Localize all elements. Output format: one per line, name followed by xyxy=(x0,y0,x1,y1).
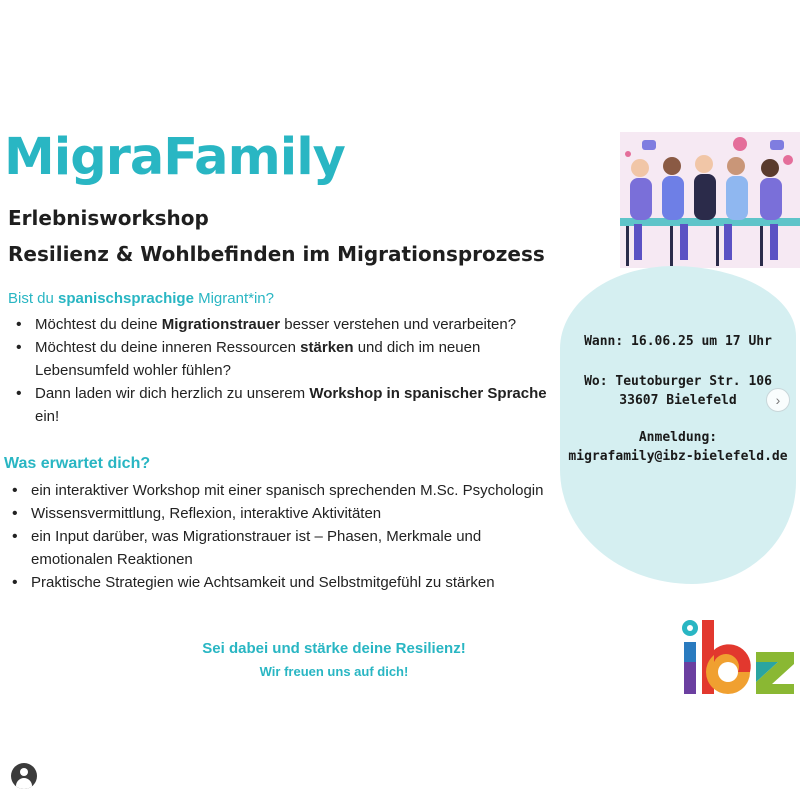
list-item-highlight: Workshop in spanischer Sprache xyxy=(309,385,547,402)
registration-label: Anmeldung: xyxy=(638,430,718,445)
carousel-next-button[interactable] xyxy=(766,388,790,412)
list-item: • ein interaktiver Workshop mit einer spanisch sprechenden M.Sc. Psychologin xyxy=(4,479,544,502)
cta-headline: Sei dabei und stärke deine Resilienz! xyxy=(202,640,466,657)
event-location xyxy=(556,372,800,410)
list-item-text: Dann laden wir dich herzlich zu unserem xyxy=(35,385,310,402)
event-date: Wann: 16.06.25 um 17 Uhr xyxy=(584,334,772,349)
event-info-card xyxy=(560,266,796,584)
list-item xyxy=(8,313,548,336)
cta-subline: Wir freuen uns auf dich! xyxy=(259,664,409,679)
list-item-highlight: Migrationstrauer xyxy=(161,316,281,333)
list-item-text: und dich im neuen Lebensumfeld wohler fühlen? xyxy=(35,339,481,379)
expectations-list xyxy=(4,479,544,594)
question-prefix: Bist du xyxy=(8,290,59,307)
ibz-logo xyxy=(676,618,796,698)
avatar-head xyxy=(20,768,28,776)
question-list xyxy=(8,313,548,428)
list-item-text: besser verstehen und verarbeiten? xyxy=(280,316,517,333)
list-item-highlight: stärken xyxy=(300,339,354,356)
question-highlight: spanischsprachige xyxy=(58,290,194,307)
list-item-text: Möchtest du deine inneren Ressourcen xyxy=(35,339,301,356)
registration xyxy=(556,428,800,466)
avatar-body xyxy=(16,778,32,789)
list-item-text: Möchtest du deine xyxy=(35,316,162,333)
chevron-right-icon: › xyxy=(775,392,781,408)
list-item xyxy=(8,382,548,428)
question-suffix: Migrant*in? xyxy=(193,290,274,307)
location-city: 33607 Bielefeld xyxy=(619,393,737,408)
expectations-heading: Was erwartet dich? xyxy=(4,455,151,472)
list-item: • Praktische Strategien wie Achtsamkeit und Selbstmitgefühl zu stärken xyxy=(4,571,544,594)
list-item-text: ein! xyxy=(35,408,60,425)
avatar[interactable] xyxy=(11,763,37,789)
page-title: MigraFamily xyxy=(4,128,345,187)
target-question xyxy=(8,290,274,307)
workshop-illustration xyxy=(620,132,800,268)
list-item: • Wissensvermittlung, Reflexion, interaktive Aktivitäten xyxy=(4,502,544,525)
list-item xyxy=(8,336,548,382)
location-street: Wo: Teutoburger Str. 106 xyxy=(584,374,772,389)
list-item: • ein Input darüber, was Migrationstrauer ist – Phasen, Merkmale und emotionalen Reaktionen xyxy=(4,525,544,571)
event-type: Erlebnisworkshop xyxy=(8,206,209,230)
event-topic: Resilienz & Wohlbefinden im Migrationsprozess xyxy=(8,242,545,266)
registration-email[interactable]: migrafamily@ibz-bielefeld.de xyxy=(568,449,788,464)
